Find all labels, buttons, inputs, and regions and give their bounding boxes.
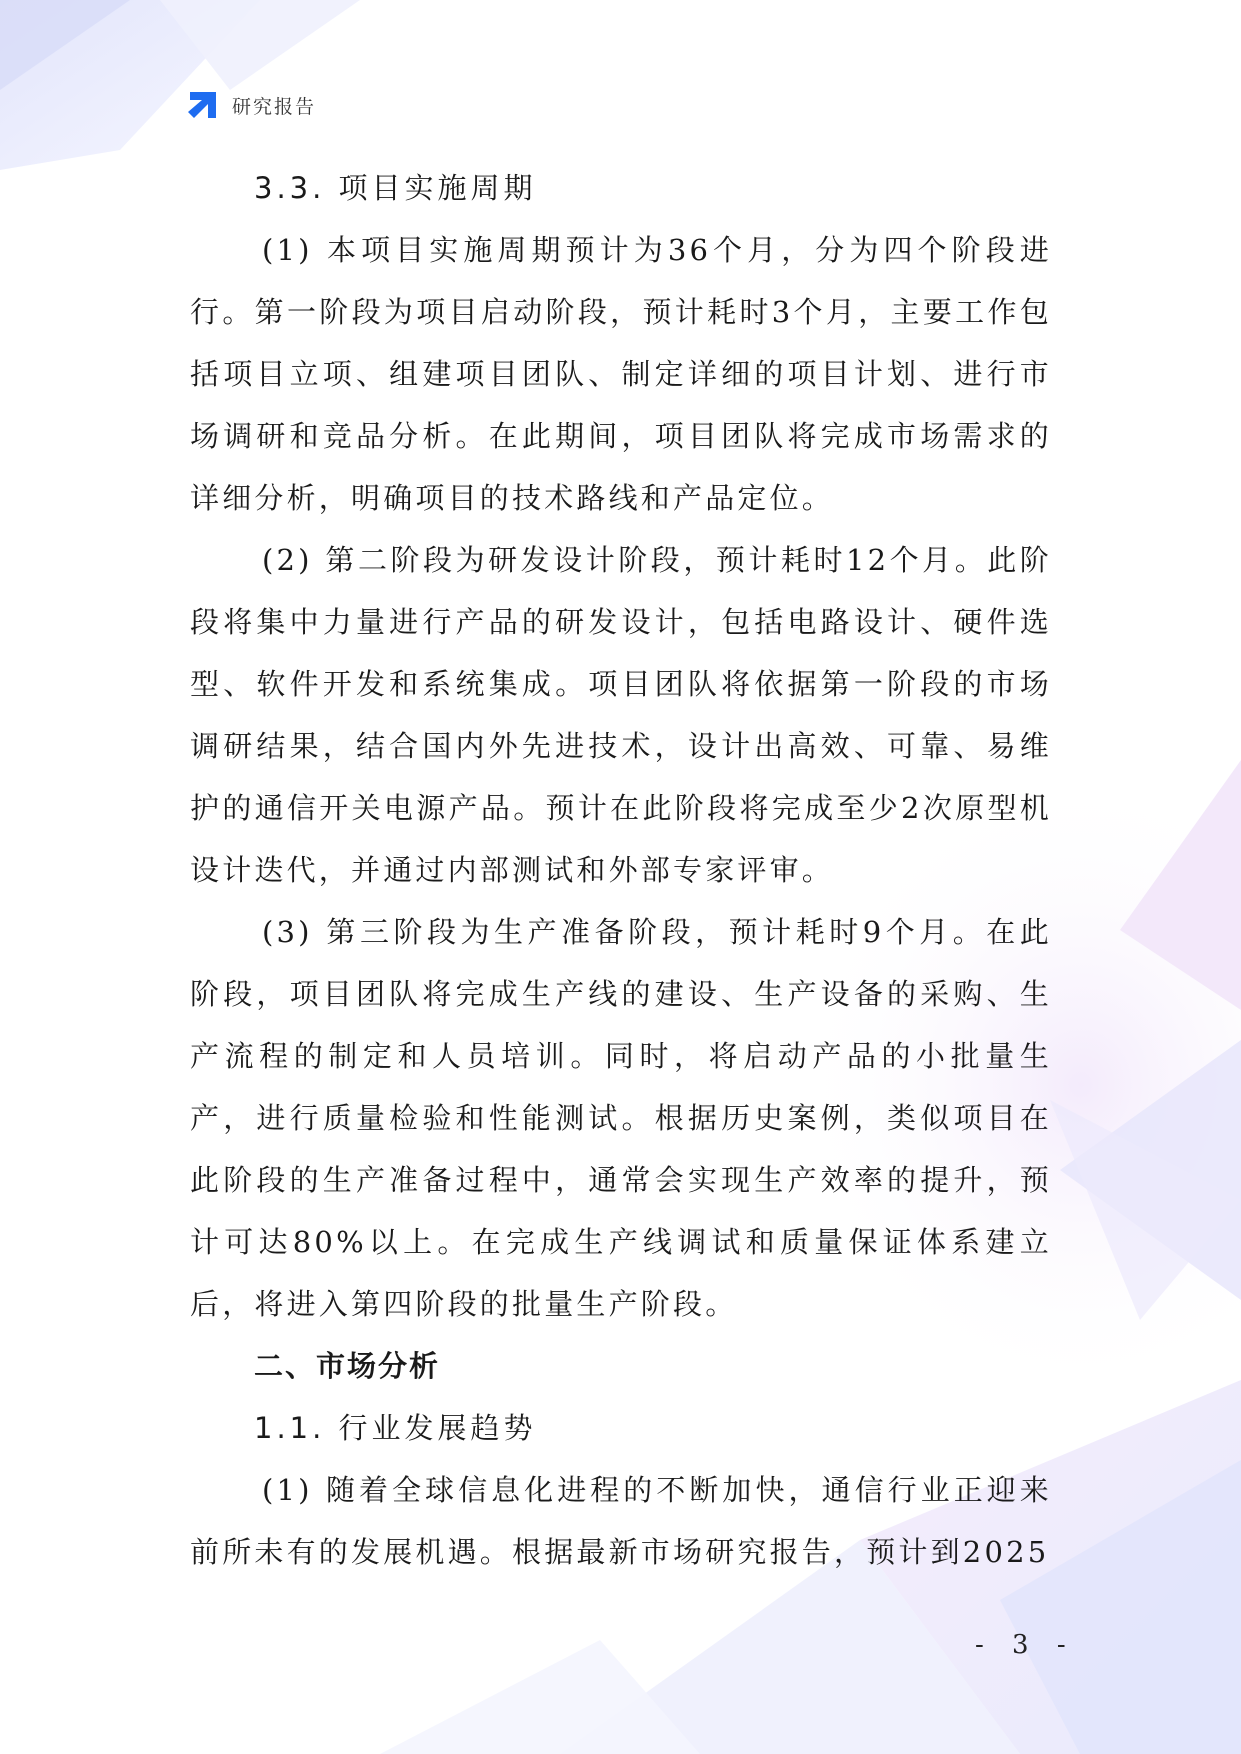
paragraph: (1) 随着全球信息化进程的不断加快，通信行业正迎来前所未有的发展机遇。根据最新市场研究报告，预计到2025: [190, 1473, 1052, 1569]
paragraph: (2) 第二阶段为研发设计阶段，预计耗时12个月。此阶段将集中力量进行产品的研发设计，包括电路设计、硬件选型、软件开发和系统集成。项目团队将依据第一阶段的市场调研结果，结合国内外先进技术，设计出高效、可靠、易维护的通信开关电源产品。预计在此阶段将完成至少2次原型机设计迭代，并通过内部测试和外部专家评审。: [190, 543, 1052, 887]
document-body: [190, 157, 1052, 1583]
header-title: 研究报告: [232, 95, 317, 118]
document-header: [186, 88, 316, 122]
section-heading: 1.1. 行业发展趋势: [254, 1411, 537, 1445]
page-number: - 3 -: [975, 1630, 1076, 1660]
chapter-heading: 二、市场分析: [254, 1349, 441, 1383]
section-heading: 3.3. 项目实施周期: [254, 171, 537, 205]
paragraph: (3) 第三阶段为生产准备阶段，预计耗时9个月。在此阶段，项目团队将完成生产线的建设、生产设备的采购、生产流程的制定和人员培训。同时，将启动产品的小批量生产，进行质量检验和性能测试。根据历史案例，类似项目在此阶段的生产准备过程中，通常会实现生产效率的提升，预计可达80%以上。在完成生产线调试和质量保证体系建立后，将进入第四阶段的批量生产阶段。: [190, 915, 1052, 1321]
arrow-up-right-icon: [186, 88, 220, 122]
paragraph: (1) 本项目实施周期预计为36个月，分为四个阶段进行。第一阶段为项目启动阶段，预计耗时3个月，主要工作包括项目立项、组建项目团队、制定详细的项目计划、进行市场调研和竞品分析。在此期间，项目团队将完成市场需求的详细分析，明确项目的技术路线和产品定位。: [190, 233, 1052, 515]
